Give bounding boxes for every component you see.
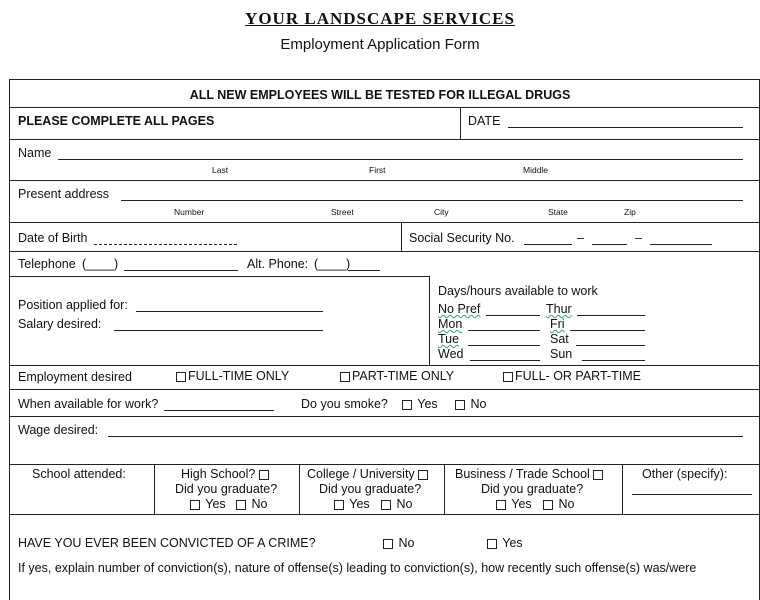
other-school-label: Other (specify): xyxy=(642,467,728,481)
date-label: DATE xyxy=(468,114,501,128)
crime-yes-option[interactable]: Yes xyxy=(487,536,523,550)
available-label: When available for work? xyxy=(18,397,159,411)
available-field[interactable] xyxy=(164,410,274,411)
wage-label: Wage desired: xyxy=(18,423,99,437)
college-checkbox[interactable] xyxy=(418,470,428,480)
salary-label: Salary desired: xyxy=(18,317,102,331)
business-graduate-no[interactable]: No xyxy=(543,497,574,511)
school-attended-label: School attended: xyxy=(32,467,126,481)
smoke-no-option[interactable]: No xyxy=(455,397,486,411)
alt-phone-label: Alt. Phone: xyxy=(247,257,309,271)
day-sat-label: Sat xyxy=(550,332,569,346)
position-label: Position applied for: xyxy=(18,298,128,312)
ssn-dash-2: – xyxy=(635,231,642,245)
alt-phone-area-code[interactable]: (____) xyxy=(314,257,351,271)
day-mon-field[interactable] xyxy=(468,330,540,331)
hs-yes-checkbox[interactable] xyxy=(190,500,200,510)
company-name: YOUR LANDSCAPE SERVICES xyxy=(245,9,515,28)
smoke-label: Do you smoke? xyxy=(301,397,388,411)
ssn-label: Social Security No. xyxy=(409,231,515,245)
day-tue-label: Tue xyxy=(438,332,460,346)
full-or-part-time-checkbox[interactable] xyxy=(503,372,513,382)
name-sub-last: Last xyxy=(212,165,229,175)
telephone-label: Telephone xyxy=(18,257,76,271)
dob-label: Date of Birth xyxy=(18,231,88,245)
form-title: Employment Application Form xyxy=(280,36,480,53)
name-sub-middle: Middle xyxy=(523,165,549,175)
part-time-checkbox[interactable] xyxy=(340,372,350,382)
day-no-pref-field[interactable] xyxy=(486,315,540,316)
position-field[interactable] xyxy=(136,311,323,312)
high-school-option[interactable]: High School? xyxy=(181,467,271,481)
smoke-no-checkbox[interactable] xyxy=(455,400,465,410)
days-available-title: Days/hours available to work xyxy=(438,284,598,298)
employment-desired-label: Employment desired xyxy=(18,370,132,384)
day-sun-field[interactable] xyxy=(582,360,645,361)
college-graduate-yes[interactable]: Yes xyxy=(334,497,370,511)
day-thur-field[interactable] xyxy=(577,315,645,316)
part-time-option[interactable]: PART-TIME ONLY xyxy=(340,369,454,383)
business-graduate-yes[interactable]: Yes xyxy=(496,497,532,511)
day-fri-field[interactable] xyxy=(570,330,645,331)
hs-graduate-question: Did you graduate? xyxy=(175,482,278,496)
address-label: Present address xyxy=(18,187,110,201)
full-or-part-time-option[interactable]: FULL- OR PART-TIME xyxy=(503,369,641,383)
high-school-checkbox[interactable] xyxy=(259,470,269,480)
day-mon-label: Mon xyxy=(438,317,463,331)
address-sub-number: Number xyxy=(174,207,205,217)
college-no-checkbox[interactable] xyxy=(381,500,391,510)
address-sub-street: Street xyxy=(331,207,354,217)
college-graduate-no[interactable]: No xyxy=(381,497,412,511)
application-form xyxy=(9,79,760,600)
college-option[interactable]: College / University xyxy=(307,467,430,481)
name-label: Name xyxy=(18,146,52,160)
drug-notice: ALL NEW EMPLOYEES WILL BE TESTED FOR ILLEGAL DRUGS xyxy=(189,88,571,102)
crime-yes-checkbox[interactable] xyxy=(487,539,497,549)
ssn-part2[interactable] xyxy=(592,244,627,245)
dob-field[interactable] xyxy=(94,244,237,245)
date-field[interactable] xyxy=(508,127,743,128)
crime-explain-text: If yes, explain number of conviction(s), nature of offense(s) leading to conviction(s), how recently such offense(s) was/were xyxy=(18,561,697,575)
business-school-checkbox[interactable] xyxy=(593,470,603,480)
business-yes-checkbox[interactable] xyxy=(496,500,506,510)
hs-graduate-yes[interactable]: Yes xyxy=(190,497,226,511)
day-wed-field[interactable] xyxy=(470,360,540,361)
salary-field[interactable] xyxy=(114,330,323,331)
alt-phone-field[interactable] xyxy=(348,270,380,271)
address-sub-zip: Zip xyxy=(624,207,636,217)
smoke-yes-option[interactable]: Yes xyxy=(402,397,438,411)
day-sun-label: Sun xyxy=(550,347,573,361)
day-tue-field[interactable] xyxy=(468,345,540,346)
ssn-dash-1: – xyxy=(577,231,584,245)
hs-graduate-no[interactable]: No xyxy=(236,497,267,511)
address-sub-state: State xyxy=(548,207,568,217)
address-field[interactable] xyxy=(121,200,743,201)
smoke-yes-checkbox[interactable] xyxy=(402,400,412,410)
business-school-option[interactable]: Business / Trade School xyxy=(455,467,605,481)
business-graduate-question: Did you graduate? xyxy=(481,482,584,496)
business-no-checkbox[interactable] xyxy=(543,500,553,510)
crime-no-option[interactable]: No xyxy=(383,536,414,550)
other-school-field[interactable] xyxy=(632,494,752,495)
day-thur-label: Thur xyxy=(546,302,572,316)
full-time-option[interactable]: FULL-TIME ONLY xyxy=(176,369,289,383)
telephone-area-code[interactable]: (____) xyxy=(82,257,119,271)
college-graduate-question: Did you graduate? xyxy=(319,482,422,496)
name-field[interactable] xyxy=(58,159,743,160)
wage-field[interactable] xyxy=(108,436,743,437)
name-sub-first: First xyxy=(369,165,386,175)
day-wed-label: Wed xyxy=(438,347,464,361)
hs-no-checkbox[interactable] xyxy=(236,500,246,510)
full-time-checkbox[interactable] xyxy=(176,372,186,382)
ssn-part1[interactable] xyxy=(524,244,572,245)
day-sat-field[interactable] xyxy=(576,345,645,346)
day-fri-label: Fri xyxy=(550,317,565,331)
complete-all-notice: PLEASE COMPLETE ALL PAGES xyxy=(18,114,215,128)
address-sub-city: City xyxy=(434,207,449,217)
college-yes-checkbox[interactable] xyxy=(334,500,344,510)
ssn-part3[interactable] xyxy=(650,244,712,245)
crime-question: HAVE YOU EVER BEEN CONVICTED OF A CRIME? xyxy=(18,536,316,550)
telephone-field[interactable] xyxy=(124,270,238,271)
day-no-pref-label: No Pref xyxy=(438,302,481,316)
crime-no-checkbox[interactable] xyxy=(383,539,393,549)
